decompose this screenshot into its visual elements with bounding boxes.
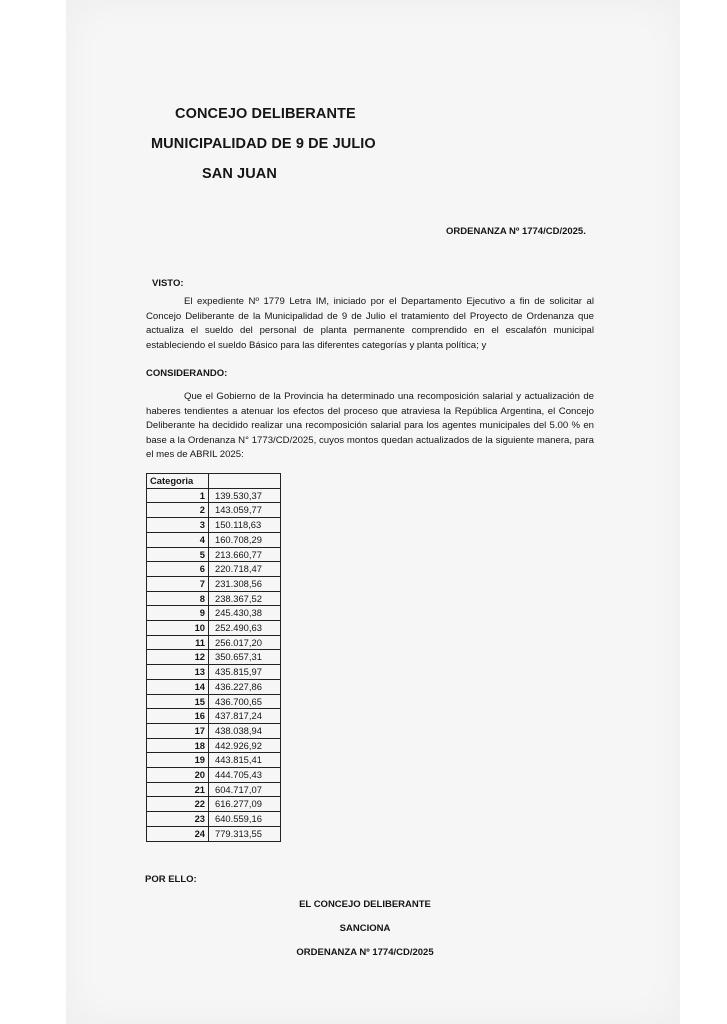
category-amount: 443.815,41 [209, 753, 281, 768]
category-amount: 150.118,63 [209, 518, 281, 533]
table-row [147, 768, 281, 783]
category-amount: 350.657,31 [209, 650, 281, 665]
table-row [147, 532, 281, 547]
category-amount: 139.530,37 [209, 488, 281, 503]
table-header-category: Categoria [147, 474, 209, 489]
por-ello-label: POR ELLO: [145, 874, 197, 885]
table-row [147, 562, 281, 577]
table-row [147, 723, 281, 738]
considerando-paragraph: Que el Gobierno de la Provincia ha determinado una recomposición salarial y actualización de haberes tendientes a atenuar los efectos del proceso que atraviesa la República Argentina, el Concejo Deliberante ha decidido realizar una recomposición salarial para los agentes municipales del 5.00 % en base a la Ordenanza N° 1773/CD/2025, cuyos montos quedan actualizados de la siguiente manera, para el mes de ABRIL 2025: [146, 391, 594, 461]
category-number: 3 [147, 518, 209, 533]
category-amount: 442.926,92 [209, 738, 281, 753]
ordinance-reference: ORDENANZA Nº 1774/CD/2025. [446, 226, 586, 237]
table-row [147, 826, 281, 841]
category-number: 15 [147, 694, 209, 709]
category-number: 4 [147, 532, 209, 547]
table-row [147, 694, 281, 709]
table-row [147, 709, 281, 724]
category-number: 8 [147, 591, 209, 606]
category-number: 23 [147, 812, 209, 827]
salary-table [146, 473, 281, 842]
category-number: 12 [147, 650, 209, 665]
table-row [147, 812, 281, 827]
category-amount: 640.559,16 [209, 812, 281, 827]
category-amount: 238.367,52 [209, 591, 281, 606]
table-row [147, 488, 281, 503]
category-number: 13 [147, 665, 209, 680]
category-amount: 437.817,24 [209, 709, 281, 724]
category-number: 16 [147, 709, 209, 724]
table-header-amount [209, 474, 281, 489]
table-row [147, 753, 281, 768]
category-number: 1 [147, 488, 209, 503]
category-amount: 604.717,07 [209, 782, 281, 797]
table-row [147, 797, 281, 812]
footer-sanciona: SANCIONA [339, 923, 391, 934]
table-header-row [147, 474, 281, 489]
category-number: 10 [147, 621, 209, 636]
table-row [147, 665, 281, 680]
header-municipality: MUNICIPALIDAD DE 9 DE JULIO [151, 136, 376, 152]
category-amount: 256.017,20 [209, 635, 281, 650]
category-amount: 143.059,77 [209, 503, 281, 518]
footer-council: EL CONCEJO DELIBERANTE [299, 899, 431, 910]
category-amount: 213.660,77 [209, 547, 281, 562]
table-row [147, 635, 281, 650]
header-province: SAN JUAN [202, 166, 277, 182]
table-row [147, 503, 281, 518]
header-council: CONCEJO DELIBERANTE [175, 106, 356, 122]
category-number: 9 [147, 606, 209, 621]
category-amount: 444.705,43 [209, 768, 281, 783]
category-number: 17 [147, 723, 209, 738]
category-number: 18 [147, 738, 209, 753]
footer-ordinance: ORDENANZA Nº 1774/CD/2025 [296, 947, 434, 958]
category-number: 7 [147, 576, 209, 591]
category-number: 19 [147, 753, 209, 768]
category-amount: 779.313,55 [209, 826, 281, 841]
visto-label: VISTO: [152, 278, 184, 289]
category-amount: 160.708,29 [209, 532, 281, 547]
category-amount: 436.700,65 [209, 694, 281, 709]
table-row [147, 650, 281, 665]
category-number: 2 [147, 503, 209, 518]
table-row [147, 547, 281, 562]
category-number: 24 [147, 826, 209, 841]
table-row [147, 591, 281, 606]
category-number: 20 [147, 768, 209, 783]
category-number: 21 [147, 782, 209, 797]
category-amount: 220.718,47 [209, 562, 281, 577]
visto-paragraph: El expediente Nº 1779 Letra IM, iniciado por el Departamento Ejecutivo a fin de solicitar al Concejo Deliberante de la Municipalidad de 9 de Julio el tratamiento del Proyecto de Ordenanza que actualiza el sueldo del personal de planta permanente comprendido en el escalafón municipal estableciendo el sueldo Básico para las diferentes categorías y planta política; y [146, 296, 594, 351]
category-amount: 616.277,09 [209, 797, 281, 812]
table-row [147, 782, 281, 797]
table-row [147, 606, 281, 621]
category-number: 6 [147, 562, 209, 577]
category-amount: 231.308,56 [209, 576, 281, 591]
considerando-label: CONSIDERANDO: [146, 368, 228, 379]
table-row [147, 518, 281, 533]
category-number: 11 [147, 635, 209, 650]
table-row [147, 576, 281, 591]
category-number: 14 [147, 679, 209, 694]
category-number: 5 [147, 547, 209, 562]
category-amount: 438.038,94 [209, 723, 281, 738]
category-amount: 245.430,38 [209, 606, 281, 621]
category-number: 22 [147, 797, 209, 812]
category-amount: 436.227,86 [209, 679, 281, 694]
category-amount: 435.815,97 [209, 665, 281, 680]
table-row [147, 738, 281, 753]
category-amount: 252.490,63 [209, 621, 281, 636]
table-row [147, 679, 281, 694]
table-row [147, 621, 281, 636]
